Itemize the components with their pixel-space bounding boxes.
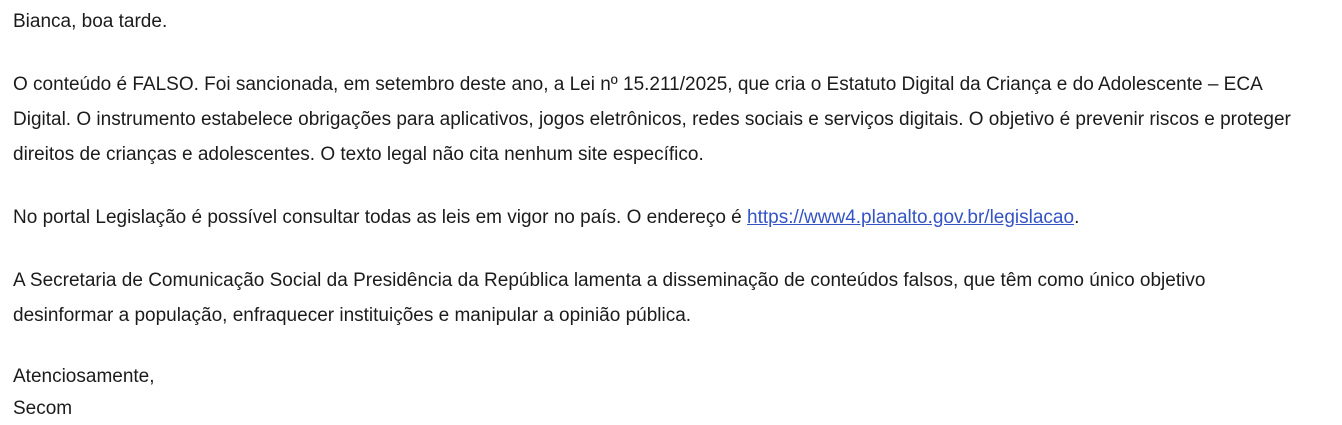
fact-check-line-1: O conteúdo é FALSO. Foi sancionada, em setembro deste ano, a Lei nº 15.211/2025, que cria o Estatuto Digital da Criança e do Adolescente – ECA	[13, 74, 1263, 95]
signoff-text: Atenciosamente,	[13, 366, 155, 387]
greeting-paragraph	[13, 4, 1330, 39]
fact-check-line-3: direitos de crianças e adolescentes. O texto legal não cita nenhum site específico.	[13, 144, 704, 165]
portal-paragraph	[13, 200, 1330, 235]
greeting-text: Bianca, boa tarde.	[13, 11, 168, 32]
signature-block	[13, 361, 1330, 425]
secom-statement-line-1: A Secretaria de Comunicação Social da Presidência da República lamenta a disseminação de conteúdos falsos, que têm como único objetivo	[13, 270, 1206, 291]
portal-text-before-link: No portal Legislação é possível consultar todas as leis em vigor no país. O endereço é	[13, 207, 748, 228]
fact-check-paragraph	[13, 67, 1330, 172]
secom-statement-paragraph	[13, 263, 1330, 333]
portal-line	[13, 200, 1330, 235]
legislation-link[interactable]: https://www4.planalto.gov.br/legislacao	[747, 207, 1075, 228]
secom-statement-line-2: desinformar a população, enfraquecer instituições e manipular a opinião pública.	[13, 305, 692, 326]
portal-text-after-link: .	[1074, 207, 1080, 228]
signature-text: Secom	[13, 398, 73, 419]
fact-check-line-2: Digital. O instrumento estabelece obrigações para aplicativos, jogos eletrônicos, redes sociais e serviços digitais. O objetivo é prevenir riscos e proteger	[13, 109, 1291, 130]
